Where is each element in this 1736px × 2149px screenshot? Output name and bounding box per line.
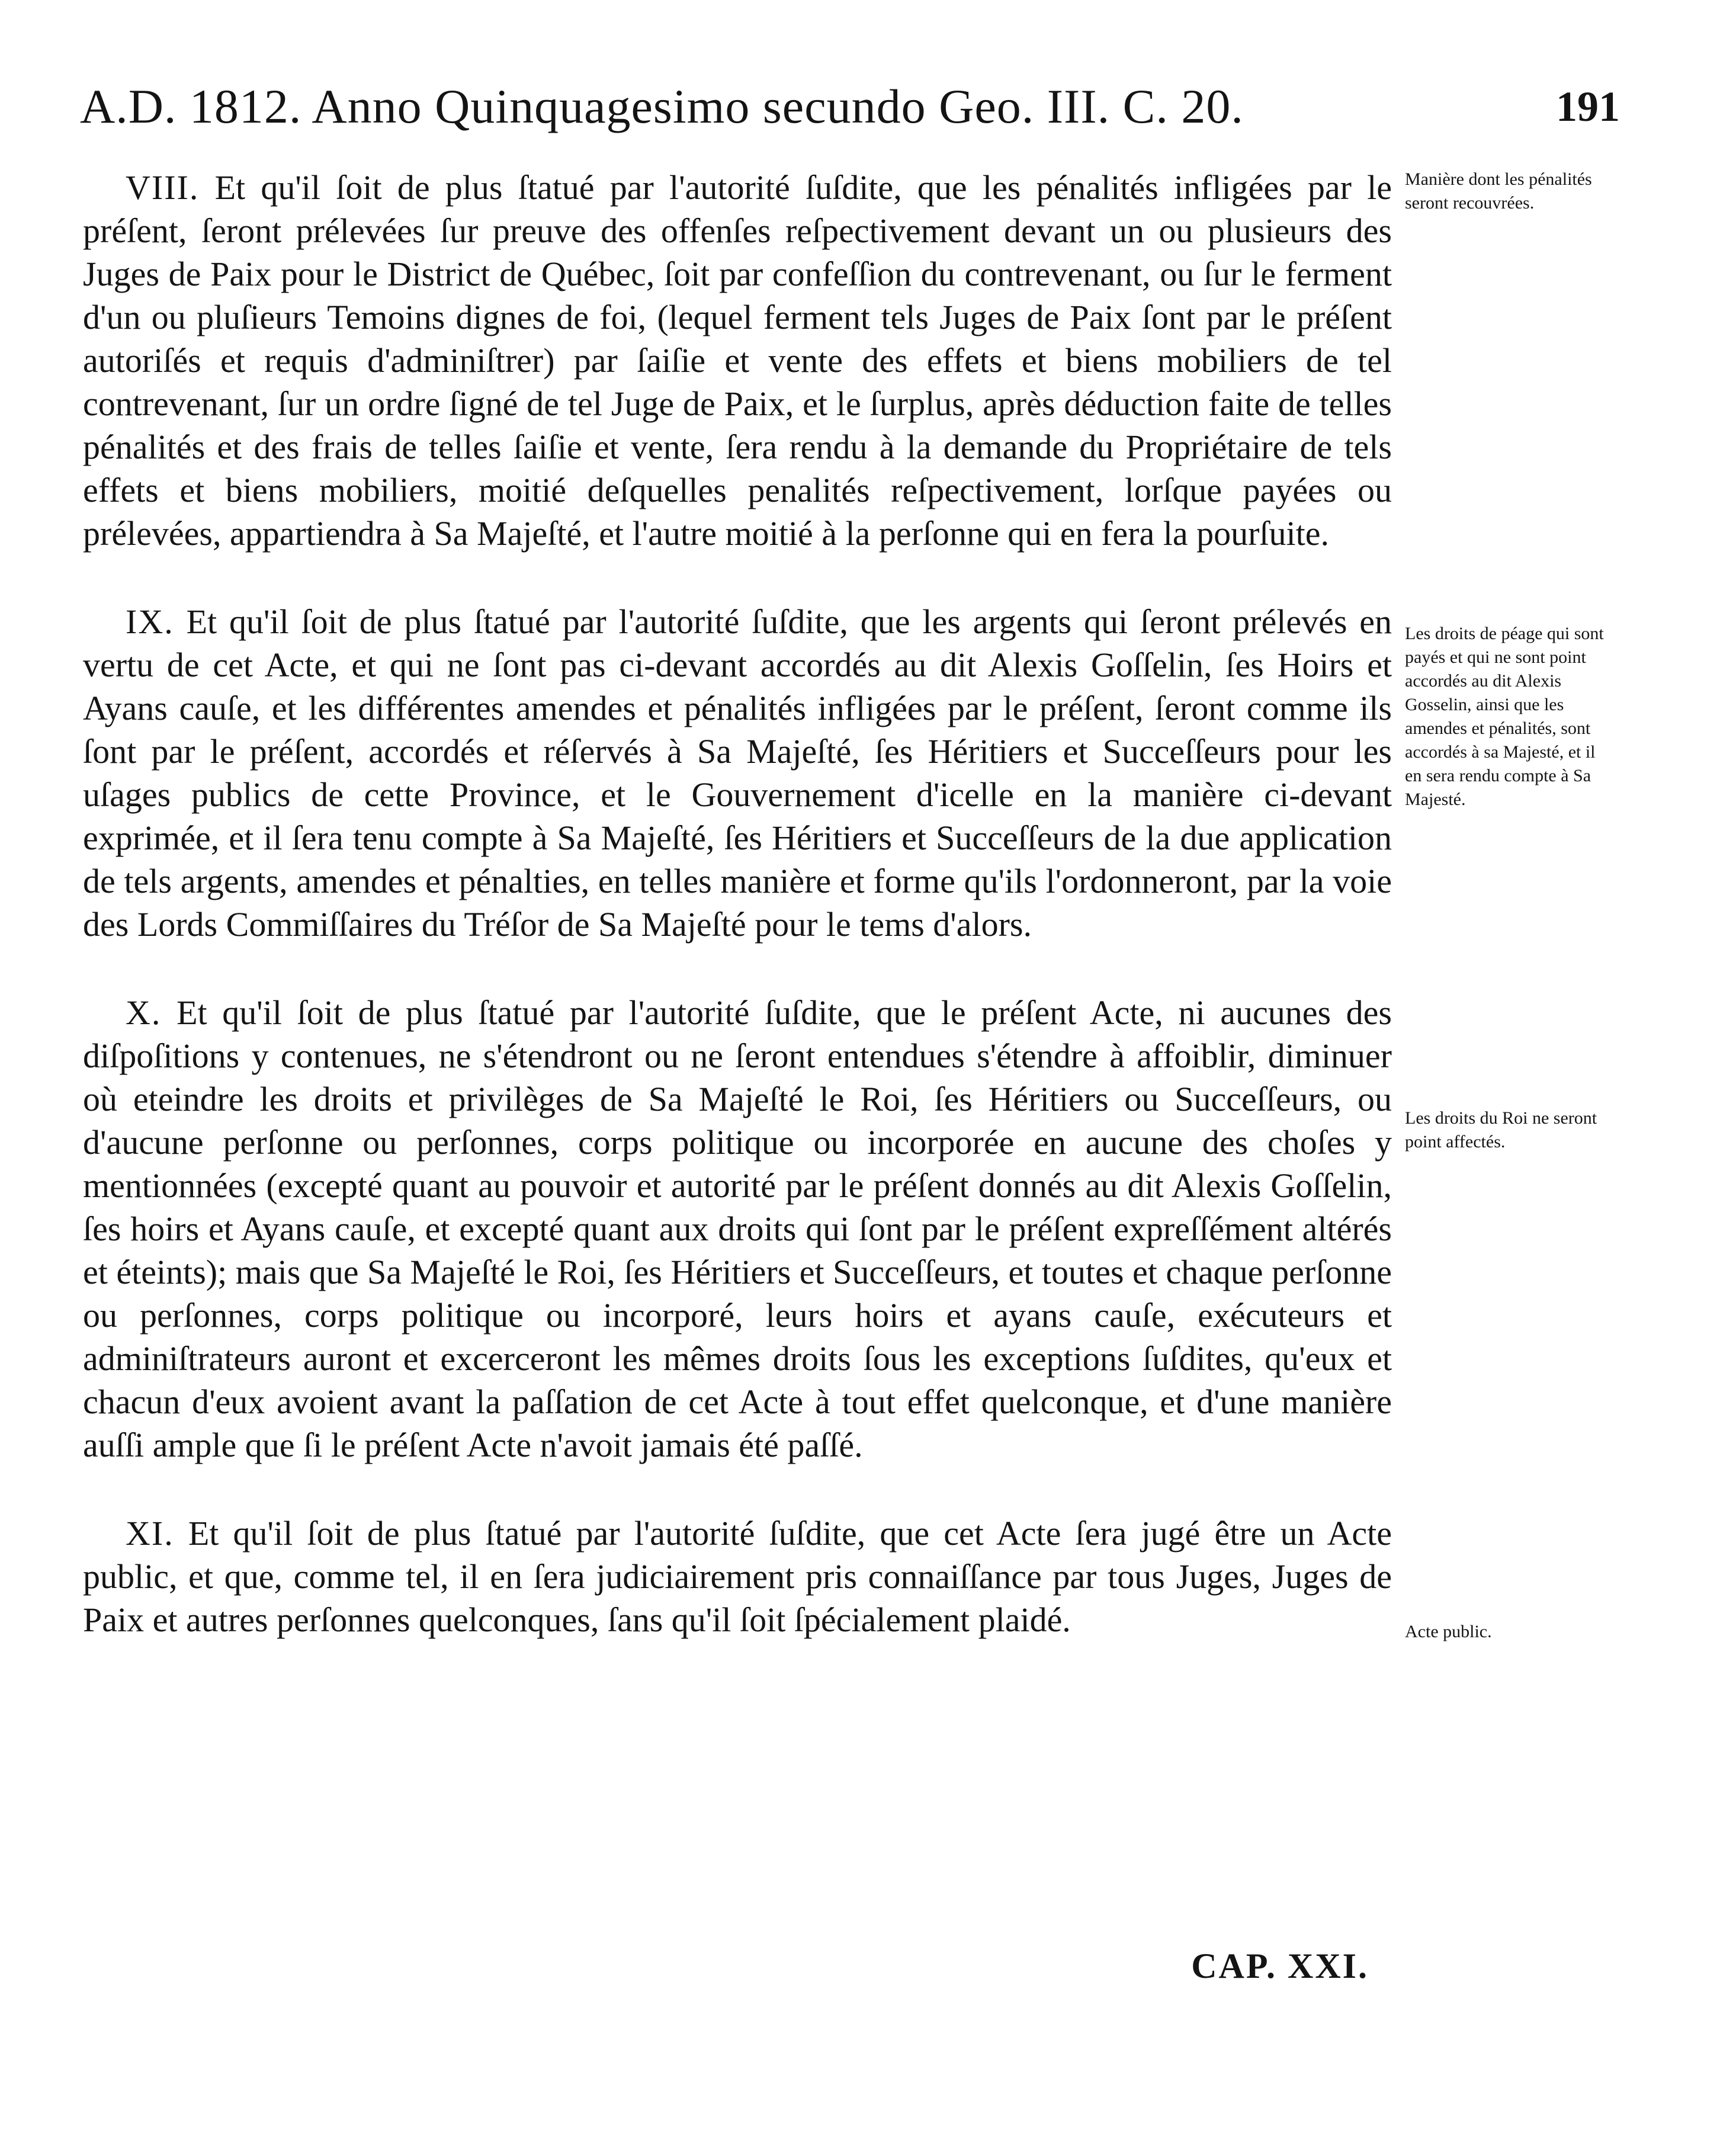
section-text: Et qu'il ſoit de plus ſtatué par l'autorité ſuſdite, que les pénalités infligées par le préſent, ſeront prélevées ſur preuve des offenſes reſpectivement devant un ou plusieurs des Juges de Paix pour le District de Québec, ſoit par confeſſion du contrevenant, ou ſur le ferment d'un ou pluſieurs Temoins dignes de foi, (lequel ferment tels Juges de Paix ſont par le préſent autoriſés et requis d'adminiſtrer) par ſaiſie et vente des effets et biens mobiliers de tel contrevenant, ſur un ordre ſigné de tel Juge de Paix, et le ſurplus, après déduction faite de telles pénalités et des frais de telles ſaiſie et vente, ſera rendu à la demande du Propriétaire de tels effets et biens mobiliers, moitié deſquelles penalités reſpectivement, lorſque payées ou prélevées, appartiendra à Sa Majeſté, et l'autre moitié à la perſonne qui en fera la pourſuite.	[83, 168, 1392, 553]
section-number: IX.	[126, 602, 174, 641]
section-ix	[83, 600, 1392, 946]
section-text: Et qu'il ſoit de plus ſtatué par l'autorité ſuſdite, que les argents qui ſeront prélevés en vertu de cet Acte, et qui ne ſont pas ci-devant accordés au dit Alexis Goſſelin, ſes Hoirs et Ayans cauſe, et les différentes amendes et pénalités infligées par le préſent, ſeront comme ils ſont par le préſent, accordés et réſervés à Sa Majeſté, ſes Héritiers et Succeſſeurs pour les uſages publics de cette Province, et le Gouvernement d'icelle en la manière ci-devant exprimée, et il ſera tenu compte à Sa Majeſté, ſes Héritiers et Succeſſeurs de la due application de tels argents, amendes et pénalties, en telles manière et forme qu'ils l'ordonneront, par la voie des Lords Commiſſaires du Tréſor de Sa Majeſté pour le tems d'alors.	[83, 602, 1392, 944]
body-text-column	[83, 166, 1392, 1641]
margin-note-viii: Manière dont les pénalités seront recouvrées.	[1405, 169, 1592, 213]
section-number: XI.	[126, 1514, 174, 1553]
section-number: X.	[126, 993, 162, 1032]
page-header	[80, 74, 1620, 163]
section-text: Et qu'il ſoit de plus ſtatué par l'autorité ſuſdite, que cet Acte ſera jugé être un Acte public, et que, comme tel, il en ſera judiciairement pris connaiſſance par tous Juges, Juges de Paix et autres perſonnes quelconques, ſans qu'il ſoit ſpécialement plaidé.	[83, 1514, 1392, 1639]
section-x	[83, 991, 1392, 1467]
section-number: VIII.	[126, 168, 200, 207]
running-head: A.D. 1812. Anno Quinquagesimo secundo Geo. III. C. 20.	[80, 79, 1244, 133]
catchword: CAP. XXI.	[1191, 1946, 1369, 1986]
section-xi	[83, 1512, 1392, 1641]
margin-note-ix: Les droits de péage qui sont payés et qui ne sont point accordés au dit Alexis Gosselin, ainsi que les amendes et pénalités, sont accordés à sa Majesté, et il en sera rendu compte à Sa Majesté.	[1405, 624, 1604, 809]
section-viii	[83, 166, 1392, 555]
page-number: 191	[1556, 83, 1620, 130]
margin-note-xi: Acte public.	[1405, 1622, 1492, 1641]
section-text: Et qu'il ſoit de plus ſtatué par l'autorité ſuſdite, que le préſent Acte, ni aucunes des diſpoſitions y contenues, ne s'étendront ou ne ſeront entendues s'étendre à affoiblir, diminuer où eteindre les droits et privilèges de Sa Majeſté le Roi, ſes Héritiers ou Succeſſeurs, ou d'aucune perſonne ou perſonnes, corps politique ou incorporée en aucune des choſes y mentionnées (excepté quant au pouvoir et autorité par le préſent donnés au dit Alexis Goſſelin, ſes hoirs et Ayans cauſe, et excepté quant aux droits qui ſont par le préſent expreſſément altérés et éteints); mais que Sa Majeſté le Roi, ſes Héritiers et Succeſſeurs, et toutes et chaque perſonne ou perſonnes, corps politique ou incorporé, leurs hoirs et ayans cauſe, exécuteurs et adminiſtrateurs auront et excerceront les mêmes droits ſous les exceptions ſuſdites, qu'eux et chacun d'eux avoient avant la paſſation de cet Acte à tout effet quelconque, et d'une manière auſſi ample que ſi le préſent Acte n'avoit jamais été paſſé.	[83, 993, 1392, 1464]
margin-note-x: Les droits du Roi ne seront point affectés.	[1405, 1108, 1597, 1152]
